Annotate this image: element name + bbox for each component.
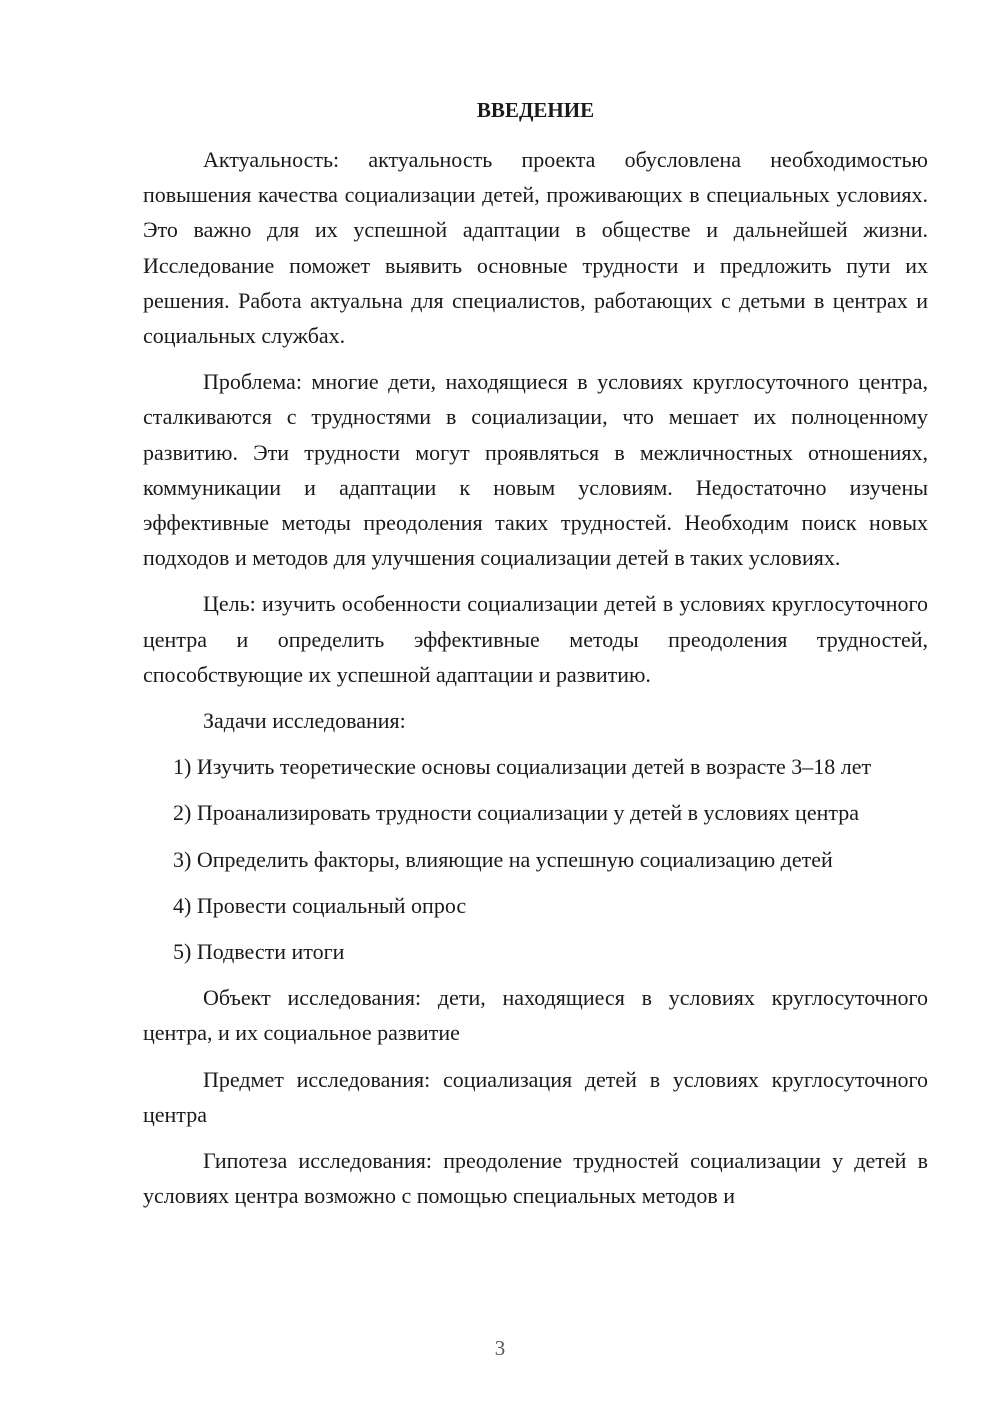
relevance-paragraph: Актуальность: актуальность проекта обусловлена необходимостью повышения качества социализации детей, проживающих в специальных условиях. Это важно для их успешной адаптации в обществе и дальнейшей жизни. Исследование поможет выявить основные трудности и предложить пути их решения. Работа актуальна для специалистов, работающих с детьми в центрах и социальных службах. xyxy=(143,147,928,349)
page-number: 3 xyxy=(494,1336,506,1360)
hypothesis-paragraph: Гипотеза исследования: преодоление трудностей социализации у детей в условиях центра возможно с помощью специальных методов и xyxy=(143,1148,928,1209)
subject-paragraph: Предмет исследования: социализация детей в условиях круглосуточного центра xyxy=(143,1066,928,1127)
goal-paragraph: Цель: изучить особенности социализации детей в условиях круглосуточного центра и определить эффективные методы преодоления трудностей, способствующие их успешной адаптации и развитию. xyxy=(143,591,928,687)
task-item: 5) Подвести итоги xyxy=(173,939,345,965)
task-item: 4) Провести социальный опрос xyxy=(173,892,467,918)
tasks-heading: Задачи исследования: xyxy=(203,708,406,734)
task-item: 1) Изучить теоретические основы социализации детей в возрасте 3–18 лет xyxy=(173,754,872,780)
page-body xyxy=(143,92,928,1213)
task-item: 3) Определить факторы, влияющие на успешную социализацию детей xyxy=(173,846,833,872)
problem-paragraph: Проблема: многие дети, находящиеся в условиях круглосуточного центра, сталкиваются с трудностями в социализации, что мешает их полноценному развитию. Эти трудности могут проявляться в межличностных отношениях, коммуникации и адаптации к новым условиям. Недостаточно изучены эффективные методы преодоления таких трудностей. Необходим поиск новых подходов и методов для улучшения социализации детей в таких условиях. xyxy=(143,369,928,571)
task-item: 2) Проанализировать трудности социализации у детей в условиях центра xyxy=(173,800,860,826)
page-title: ВВЕДЕНИЕ xyxy=(476,98,595,122)
object-paragraph: Объект исследования: дети, находящиеся в условиях круглосуточного центра, и их социальное развитие xyxy=(143,985,928,1046)
